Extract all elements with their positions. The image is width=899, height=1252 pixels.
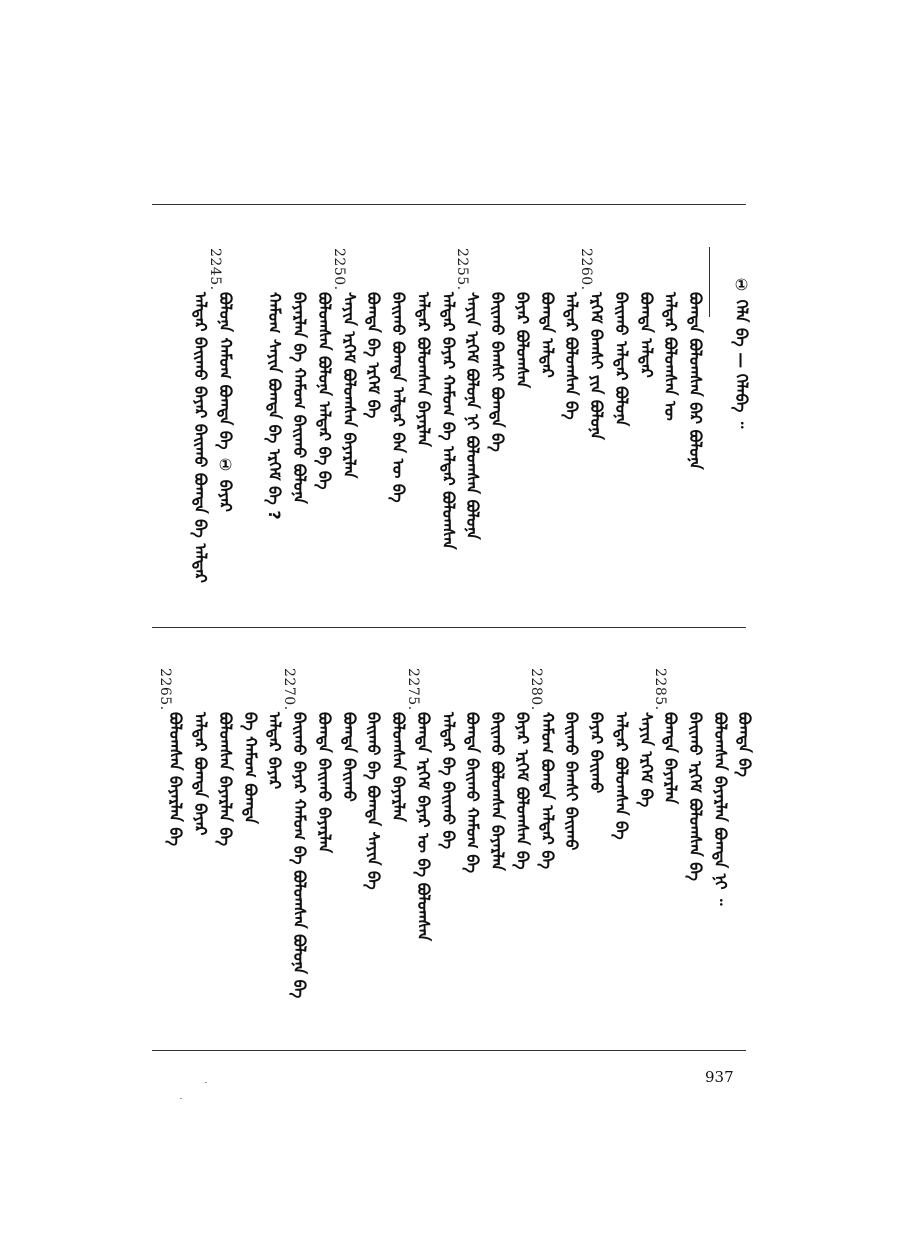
middle-rule <box>152 627 746 628</box>
verse-column: ᠡᠷᠬᠡᠮ ᠪᠠᠭᠰᠢ ᠶᠢᠨ ᠪᠣᠯᠤᠨᠠ <box>587 292 606 440</box>
verse-column: ᠰᠠᠶᠢᠨ ᠡᠷᠬᠡᠮ ᠪᠠ <box>637 712 656 808</box>
verse-column: ᠠᠯᠳᠠᠷ ᠪᠠᠶᠠᠷ ᠬᠠᠮᠤᠭ ᠪᠠ ᠠᠯᠳᠠᠷ ᠪᠣᠯᠤᠭᠰᠠᠨ <box>439 292 458 550</box>
verse-column: ᠪᠠᠶᠠᠷ ᠪᠣᠯᠤᠭᠰᠠᠨ <box>513 292 532 389</box>
top-rule <box>152 204 746 205</box>
verse-column: ᠪᠠᠶᠠᠷᠯᠠᠨ ᠪᠠ ᠬᠠᠮᠤᠭ ᠪᠠᠢᠬᠤ ᠪᠣᠯᠤᠨᠠ <box>290 292 309 504</box>
verse-column: ᠪᠣᠭᠳᠠ ᠡᠷᠬᠡᠮ ᠪᠠᠶᠠᠷ ᠦ ᠪᠠ ᠪᠣᠯᠤᠭᠰᠠᠨ <box>414 712 433 942</box>
page-number: 937 <box>705 1068 734 1086</box>
verse-column: ᠠᠯᠳᠠᠷ ᠪᠠ ᠪᠠᠢᠬᠤ ᠪᠠ <box>439 712 458 850</box>
verse-column: ᠪᠣᠭᠳᠠ ᠠᠯᠳᠠᠷ <box>637 292 656 378</box>
verse-column: ᠰᠠᠶᠢᠨ ᠡᠷᠬᠡᠮ ᠪᠣᠯᠤᠨᠠ ᠨᠢ ᠪᠣᠯᠤᠭᠰᠠᠨ ᠪᠣᠯᠤᠨᠠ <box>463 292 482 540</box>
verse-column: ᠪᠣᠯᠤᠨᠠ ᠬᠠᠮᠤᠭ ᠪᠣᠭᠳᠠ ᠪᠠ ① ᠪᠠᠶᠠᠷ <box>216 292 235 512</box>
line-number: 2255. <box>454 248 470 291</box>
verse-column: ᠪᠠᠢᠬᠤ ᠪᠠ ᠪᠣᠭᠳᠠ ᠰᠠᠶᠢᠨ ᠪᠠ <box>364 712 383 890</box>
line-number: 2265. <box>157 668 173 711</box>
line-number: 2245. <box>207 248 223 291</box>
verse-column: ᠪᠠᠶᠠᠷ ᠡᠷᠬᠡᠮ ᠪᠣᠯᠤᠭᠰᠠᠨ ᠪᠠ <box>513 712 532 870</box>
footnote-separator <box>709 247 710 317</box>
verse-column: ᠠᠯᠳᠠᠷ ᠪᠣᠭᠳᠠ ᠪᠠᠶᠠᠷ <box>191 712 210 836</box>
verse-column: ᠠᠯᠳᠠᠷ ᠪᠣᠯᠤᠭᠰᠠᠨ ᠪᠠᠶᠠᠷᠯᠠᠨ <box>414 292 433 447</box>
line-number: 2250. <box>331 248 347 291</box>
verse-column: ᠪᠠᠢᠬᠤ ᠪᠠᠭᠰᠢ ᠪᠠᠢᠬᠤ <box>562 712 581 851</box>
verse-column: ᠪᠣᠯᠤᠭᠰᠠᠨ ᠪᠠᠶᠠᠷᠯᠠᠨ <box>389 712 408 822</box>
verse-column: ᠪᠣᠭᠳᠠ ᠪᠠᠢᠬᠤ ᠬᠠᠮᠤᠭ ᠪᠠ <box>463 712 482 874</box>
verse-column: ᠪᠠᠢᠬᠤ ᠡᠷᠬᠡᠮ ᠪᠣᠯᠤᠭᠰᠠᠨ ᠪᠠ <box>686 712 705 881</box>
bottom-rule <box>152 1050 746 1051</box>
verse-column: ᠪᠣᠭᠳᠠ ᠪᠠᠢᠬᠤ <box>340 712 359 802</box>
verse-column: ᠪᠣᠭᠳᠠ ᠪᠠᠢᠬᠤ ᠪᠠᠶᠠᠷᠯᠠᠨ <box>315 712 334 854</box>
scan-speck <box>205 1082 207 1083</box>
verse-column: ᠪᠣᠯᠤᠭᠰᠠᠨ ᠪᠠᠶᠠᠷᠯᠠᠨ ᠪᠠ <box>216 712 235 847</box>
footnote: ① ᠬᠡᠯᠡ ᠪᠠ — ᠬᠡᠯᠡᠪᠡ ᠃ <box>732 275 751 429</box>
verse-column: ᠠᠯᠳᠠᠷ ᠪᠠᠶᠠᠷ <box>265 712 284 790</box>
verse-column: ᠪᠠᠢᠬᠤ ᠪᠠᠶᠠᠷ ᠬᠠᠮᠤᠭ ᠪᠠ ᠪᠣᠯᠤᠭᠰᠠᠨ ᠪᠣᠯᠤᠨᠠ ᠪᠠ <box>290 712 309 999</box>
scan-speck <box>180 1098 182 1099</box>
verse-column: ᠬᠠᠮᠤᠭ ᠰᠠᠶᠢᠨ ᠪᠣᠭᠳᠠ ᠪᠠ ᠡᠷᠬᠡᠮ ᠪᠠ ? <box>265 292 284 520</box>
line-number: 2270. <box>281 668 297 711</box>
verse-column: ᠪᠣᠯᠤᠭᠰᠠᠨ ᠪᠠᠶᠠᠷᠯᠠᠨ ᠪᠣᠭᠳᠠ ᠨᠢ ᠃ <box>711 712 730 906</box>
verse-column: ᠪᠣᠭᠳᠠ ᠪᠠ <box>735 712 754 777</box>
line-number: 2280. <box>528 668 544 711</box>
verse-column: ᠪᠣᠭᠳᠠ ᠪᠠᠶᠠᠷᠯᠠᠨ <box>661 712 680 805</box>
verse-column: ᠠᠯᠳᠠᠷ ᠪᠣᠯᠤᠭᠰᠠᠨ ᠪᠠ <box>612 712 631 840</box>
verse-column: ᠠᠯᠳᠠᠷ ᠪᠣᠯᠤᠭᠰᠠᠨ ᠪᠠ <box>562 292 581 420</box>
verse-column: ᠰᠠᠶᠢᠨ ᠡᠷᠬᠡᠮ ᠪᠣᠯᠤᠭᠰᠠᠨ ᠪᠠᠶᠠᠷᠯᠠᠨ <box>340 292 359 479</box>
verse-column: ᠪᠣᠯᠤᠭᠰᠠᠨ ᠪᠣᠯᠤᠨᠠ ᠠᠯᠳᠠᠷ ᠪᠠ ᠪᠠ <box>315 292 334 490</box>
verse-column: ᠪᠠ ᠬᠠᠮᠤᠭ ᠪᠣᠭᠳᠠ <box>241 712 260 824</box>
line-number: 2275. <box>405 668 421 711</box>
verse-column: ᠪᠠᠢᠬᠤ ᠠᠯᠳᠠᠷ ᠪᠣᠯᠤᠨᠠ <box>612 292 631 427</box>
verse-column: ᠪᠣᠭᠳᠠ ᠪᠣᠯᠤᠭᠰᠠᠨ ᠪᠡᠷ ᠪᠣᠯᠤᠨᠠ <box>686 292 705 470</box>
verse-column: ᠪᠠᠢᠬᠤ ᠪᠣᠯᠤᠭᠰᠠᠨ ᠪᠠᠶᠠᠷᠯᠠᠨ <box>488 712 507 871</box>
verse-column: ᠪᠣᠭᠳᠠ ᠪᠠ ᠡᠷᠬᠡᠮ ᠪᠠ <box>364 292 383 419</box>
line-number: 2260. <box>578 248 594 291</box>
verse-column: ᠪᠠᠢᠬᠤ ᠪᠠᠭᠰᠢ ᠪᠣᠭᠳᠠ ᠪᠠ <box>488 292 507 452</box>
verse-column: ᠪᠣᠭᠳᠠ ᠠᠯᠳᠠᠷ <box>538 292 557 378</box>
verse-column: ᠠᠯᠳᠠᠷ ᠪᠠᠢᠬᠤ ᠪᠠᠶᠠᠷ ᠪᠠᠢᠬᠤ ᠪᠣᠭᠳᠠ ᠪᠠ ᠠᠯᠳᠠᠷ <box>191 292 210 583</box>
verse-column: ᠠᠯᠳᠠᠷ ᠪᠣᠯᠤᠭᠰᠠᠨ ᠦ <box>661 292 680 421</box>
verse-column: ᠪᠠᠢᠬᠤ ᠪᠣᠭᠳᠠ ᠠᠯᠳᠠᠷ ᠪᠠᠨ ᠦ ᠪᠠ <box>389 292 408 503</box>
verse-column: ᠬᠠᠮᠤᠭ ᠪᠣᠭᠳᠠ ᠠᠯᠳᠠᠷ ᠪᠠ <box>538 712 557 870</box>
verse-column: ᠪᠣᠯᠤᠭᠰᠠᠨ ᠪᠠᠶᠠᠷᠯᠠᠨ ᠪᠠ <box>166 712 185 847</box>
line-number: 2285. <box>652 668 668 711</box>
verse-column: ᠪᠠᠶᠠᠷ ᠪᠠᠢᠬᠤ <box>587 712 606 794</box>
